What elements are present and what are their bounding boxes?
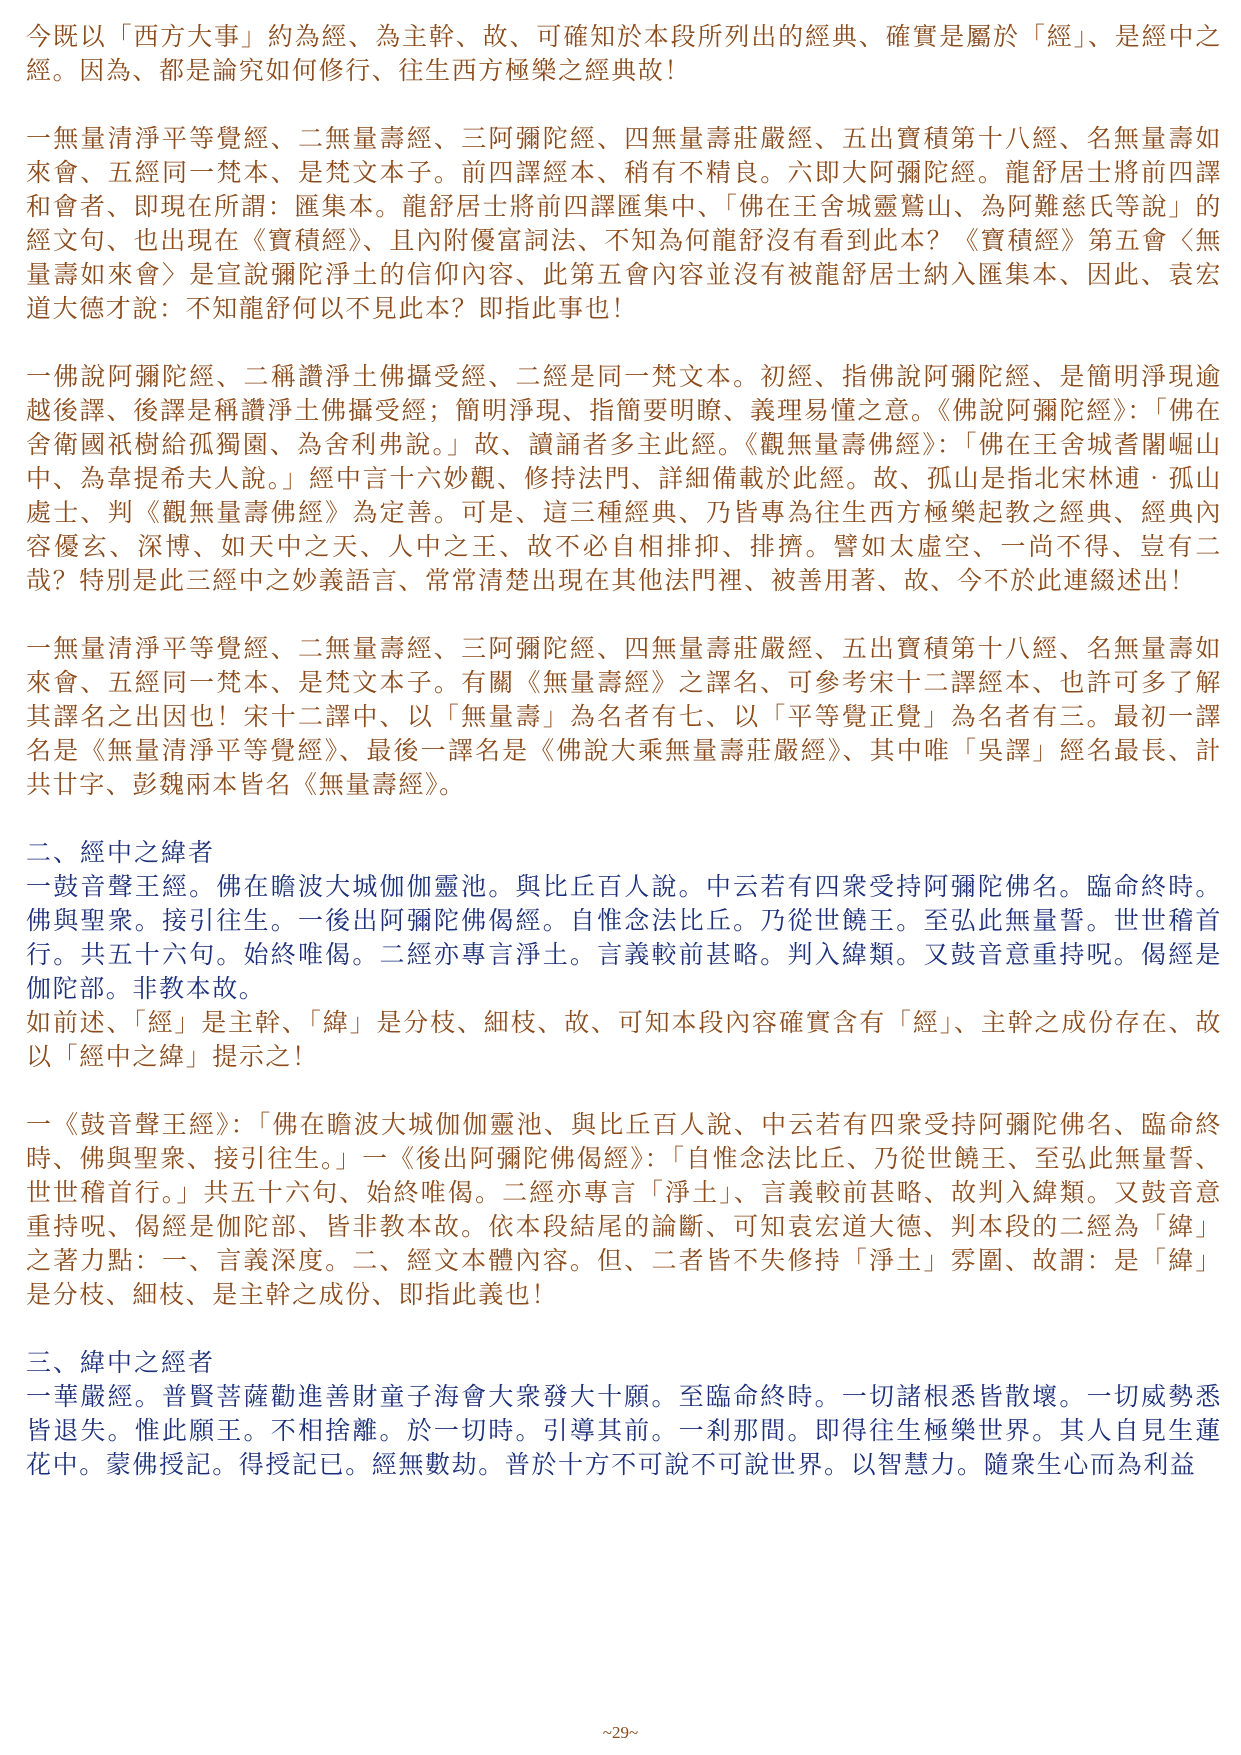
spacer (26, 1312, 1222, 1346)
paragraph-intro: 今既以「西方大事」約為經、為主幹、故、可確知於本段所列出的經典、確實是屬於「經」、是經中之經。因為、都是論究如何修行、往生西方極樂之經典故！ (26, 22, 1222, 85)
paragraph-quoted-avatamsaka: 一華嚴經。普賢菩薩勸進善財童子海會大衆發大十願。至臨命終時。一切諸根悉皆散壞。一切威勢悉皆退失。惟此願王。不相捨離。於一切時。引導其前。一剎那間。即得往生極樂世界。其人自見生蓮花中。蒙佛授記。得授記已。經無數劫。普於十方不可說不可說世界。以智慧力。隨衆生心而為利益 (26, 1382, 1222, 1479)
paragraph-translation-names: 一無量清淨平等覺經、二無量壽經、三阿彌陀經、四無量壽莊嚴經、五出寶積第十八經、名無量壽如來會、五經同一梵本、是梵文本子。有關《無量壽經》之譯名、可參考宋十二譯經本、也許可多了解其譯名之出因也！宋十二譯中、以「無量壽」為名者有七、以「平等覺正覺」為名者有三。最初一譯名是《無量清淨平等覺經》、最後一譯名是《佛說大乘無量壽莊嚴經》、其中唯「吳譯」經名最長、計共廿字、彭魏兩本皆名《無量壽經》。 (26, 634, 1222, 799)
paragraph-weft-explanation: 如前述、「經」是主幹、「緯」是分枝、細枝、故、可知本段內容確實含有「經」、主幹之成份存在、故以「經中之緯」提示之！ (26, 1008, 1222, 1071)
spacer (26, 802, 1222, 836)
document-body (26, 20, 1222, 1482)
spacer (26, 1074, 1222, 1108)
spacer (26, 598, 1222, 632)
section-heading-3: 三、緯中之經者 (26, 1348, 216, 1377)
spacer (26, 326, 1222, 360)
paragraph-amitabha-sutras: 一佛說阿彌陀經、二稱讚淨土佛攝受經、二經是同一梵文本。初經、指佛說阿彌陀經、是簡明淨現逾越後譯、後譯是稱讚淨土佛攝受經；簡明淨現、指簡要明瞭、義理易懂之意。《佛說阿彌陀經》：「佛在舍衛國祇樹給孤獨園、為舍利弗說。」故、讀誦者多主此經。《觀無量壽佛經》：「佛在王舍城耆闍崛山中、為韋提希夫人說。」經中言十六妙觀、修持法門、詳細備載於此經。故、孤山是指北宋林逋‧孤山處士、判《觀無量壽佛經》為定善。可是、這三種經典、乃皆專為往生西方極樂起教之經典、經典內容優玄、深博、如天中之天、人中之王、故不必自相排抑、排擠。譬如太虛空、一尚不得、豈有二哉？特別是此三經中之妙義語言、常常清楚出現在其他法門裡、被善用著、故、今不於此連綴述出！ (26, 362, 1222, 595)
paragraph-quoted-weft: 一鼓音聲王經。佛在瞻波大城伽伽靈池。與比丘百人說。中云若有四衆受持阿彌陀佛名。臨命終時。佛與聖衆。接引往生。一後出阿彌陀佛偈經。自惟念法比丘。乃從世饒王。至弘此無量誓。世世稽首行。共五十六句。始終唯偈。二經亦專言淨土。言義較前甚略。判入緯類。又鼓音意重持呪。偈經是伽陀部。非教本故。 (26, 872, 1222, 1003)
page-number: ~29~ (602, 1723, 639, 1742)
paragraph-weft-commentary: 一《鼓音聲王經》：「佛在瞻波大城伽伽靈池、與比丘百人說、中云若有四衆受持阿彌陀佛名、臨命終時、佛與聖衆、接引往生。」一《後出阿彌陀佛偈經》：「自惟念法比丘、乃從世饒王、至弘此無量誓、世世稽首行。」共五十六句、始終唯偈。二經亦專言「淨土」、言義較前甚略、故判入緯類。又鼓音意重持呪、偈經是伽陀部、皆非教本故。依本段結尾的論斷、可知袁宏道大德、判本段的二經為「緯」之著力點：一、言義深度。二、經文本體內容。但、二者皆不失修持「淨土」雰圍、故謂：是「緯」是分枝、細枝、是主幹之成份、即指此義也！ (26, 1110, 1222, 1309)
paragraph-five-sutras: 一無量清淨平等覺經、二無量壽經、三阿彌陀經、四無量壽莊嚴經、五出寶積第十八經、名無量壽如來會、五經同一梵本、是梵文本子。前四譯經本、稍有不精良。六即大阿彌陀經。龍舒居士將前四譯和會者、即現在所謂：匯集本。龍舒居士將前四譯匯集中、「佛在王舍城靈鷲山、為阿難慈氏等說」的經文句、也出現在《寶積經》、且內附優富詞法、不知為何龍舒沒有看到此本？《寶積經》第五會〈無量壽如來會〉是宣說彌陀淨土的信仰內容、此第五會內容並沒有被龍舒居士納入匯集本、因此、袁宏道大德才說：不知龍舒何以不見此本？即指此事也！ (26, 124, 1222, 323)
section-heading-2: 二、經中之緯者 (26, 838, 216, 867)
spacer (26, 88, 1222, 122)
